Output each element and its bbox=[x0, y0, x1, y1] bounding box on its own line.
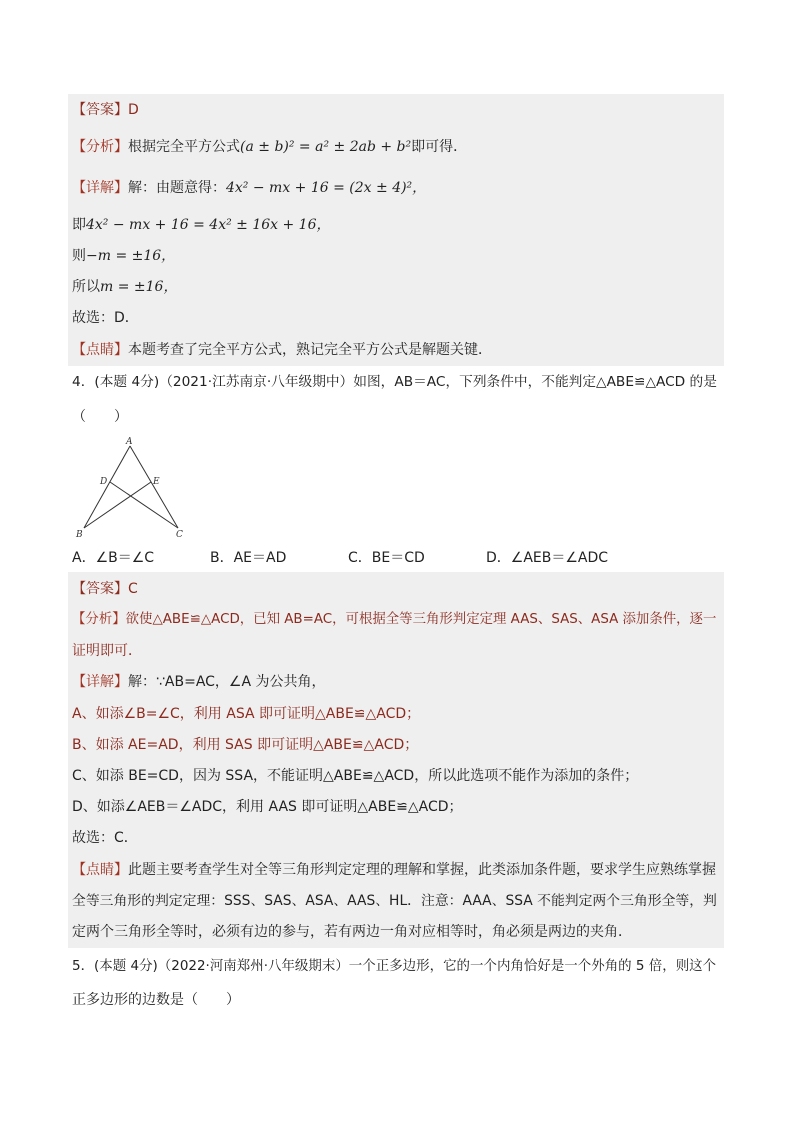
q3-comment-tag: 【点睛】 bbox=[72, 342, 128, 358]
q5-stem-line1: 5．(本题 4分)（2022·河南郑州·八年级期末）一个正多边形，它的一个内角恰好是一个外角的 5 倍，则这个 bbox=[72, 958, 717, 974]
q4-answer: 【答案】C bbox=[72, 581, 138, 597]
q3-step2 bbox=[72, 246, 175, 266]
q5-stem-line2: 正多边形的边数是（ ） bbox=[72, 992, 240, 1008]
q3-step1 bbox=[72, 215, 331, 235]
q3-analysis-formula: (a ± b)² = a² ± 2ab + b² bbox=[240, 139, 412, 155]
segment-be bbox=[84, 482, 151, 528]
q3-analysis-pre: 根据完全平方公式 bbox=[128, 139, 240, 155]
q4-option-d: D．∠AEB＝∠ADC bbox=[486, 550, 609, 566]
q4-stem-line1: 4．(本题 4分)（2021·江苏南京·八年级期中）如图，AB＝AC，下列条件中，不能判定△ABE≌△ACD 的是 bbox=[72, 374, 717, 390]
q4-case-b: B、如添 AE=AD，利用 SAS 即可证明△ABE≌△ACD； bbox=[72, 737, 419, 753]
q4-choose: 故选：C． bbox=[72, 830, 138, 846]
q4-case-d: D、如添∠AEB＝∠ADC，利用 AAS 即可证明△ABE≌△ACD； bbox=[72, 799, 463, 815]
q4-option-a: A．∠B＝∠C bbox=[72, 550, 155, 566]
q3-step1-formula: 4x² − mx + 16 = 4x² ± 16x + 16， bbox=[86, 217, 331, 233]
q3-analysis-tag: 【分析】 bbox=[72, 139, 128, 155]
q4-detail-tag: 【详解】 bbox=[72, 674, 128, 690]
q3-step1-pre: 即 bbox=[72, 217, 86, 233]
vertex-label-e: E bbox=[153, 477, 160, 487]
q3-analysis-post: 即可得． bbox=[411, 139, 468, 155]
q4-comment-line1 bbox=[72, 860, 716, 880]
q4-stem-line2: （ ） bbox=[72, 409, 128, 425]
vertex-label-a: A bbox=[126, 437, 133, 447]
vertex-label-c: C bbox=[176, 530, 183, 540]
q4-option-c: C．BE＝CD bbox=[348, 550, 425, 566]
q3-detail-tag: 【详解】 bbox=[72, 180, 128, 196]
q4-detail bbox=[72, 672, 326, 692]
q4-detail-text: 解：∵AB=AC，∠A 为公共角， bbox=[128, 674, 326, 690]
segment-ac bbox=[130, 446, 178, 528]
q3-step3-formula: m = ±16， bbox=[100, 279, 178, 295]
q4-analysis-line2: 证明即可． bbox=[72, 643, 142, 659]
q4-analysis-text: 欲使△ABE≌△ACD，已知 AB=AC，可根据全等三角形判定定理 AAS、SAS、ASA 添加条件，逐一 bbox=[125, 612, 717, 627]
q3-step2-pre: 则 bbox=[72, 248, 86, 264]
segment-ab bbox=[84, 446, 130, 528]
q4-comment-line2: 全等三角形的判定定理：SSS、SAS、ASA、AAS、HL．注意：AAA、SSA 不能判定两个三角形全等，判 bbox=[72, 893, 717, 909]
vertex-label-d: D bbox=[100, 477, 108, 487]
q4-case-c: C、如添 BE=CD，因为 SSA，不能证明△ABE≌△ACD，所以此选项不能作为添加的条件； bbox=[72, 768, 639, 784]
q4-comment-line3: 定两个三角形全等时，必须有边的参与，若有两边一角对应相等时，角必须是两边的夹角． bbox=[72, 924, 632, 940]
q4-comment-text: 此题主要考查学生对全等三角形判定定理的理解和掌握，此类添加条件题，要求学生应熟练掌握 bbox=[128, 862, 716, 878]
q4-analysis-line1 bbox=[72, 610, 716, 630]
q4-option-b: B．AE＝AD bbox=[210, 550, 287, 566]
q3-detail-formula: 4x² − mx + 16 = (2x ± 4)²， bbox=[226, 180, 427, 196]
q3-step2-formula: −m = ±16， bbox=[86, 248, 176, 264]
q3-detail bbox=[72, 178, 426, 198]
q4-case-a: A、如添∠B=∠C，利用 ASA 即可证明△ABE≌△ACD； bbox=[72, 706, 421, 722]
q3-choose: 故选：D． bbox=[72, 310, 139, 326]
q3-step3-pre: 所以 bbox=[72, 279, 100, 295]
q3-detail-pre: 解：由题意得： bbox=[128, 180, 226, 196]
q3-analysis bbox=[72, 137, 467, 157]
segment-cd bbox=[110, 482, 178, 528]
q4-triangle-figure bbox=[74, 436, 190, 540]
q3-answer: 【答案】D bbox=[72, 102, 139, 118]
q4-analysis-tag: 【分析】 bbox=[72, 612, 126, 627]
q4-comment-tag: 【点睛】 bbox=[72, 862, 128, 878]
q3-comment bbox=[72, 340, 492, 360]
q3-step3 bbox=[72, 277, 177, 297]
q3-comment-text: 本题考查了完全平方公式，熟记完全平方公式是解题关键． bbox=[128, 342, 492, 358]
vertex-label-b: B bbox=[76, 530, 83, 540]
